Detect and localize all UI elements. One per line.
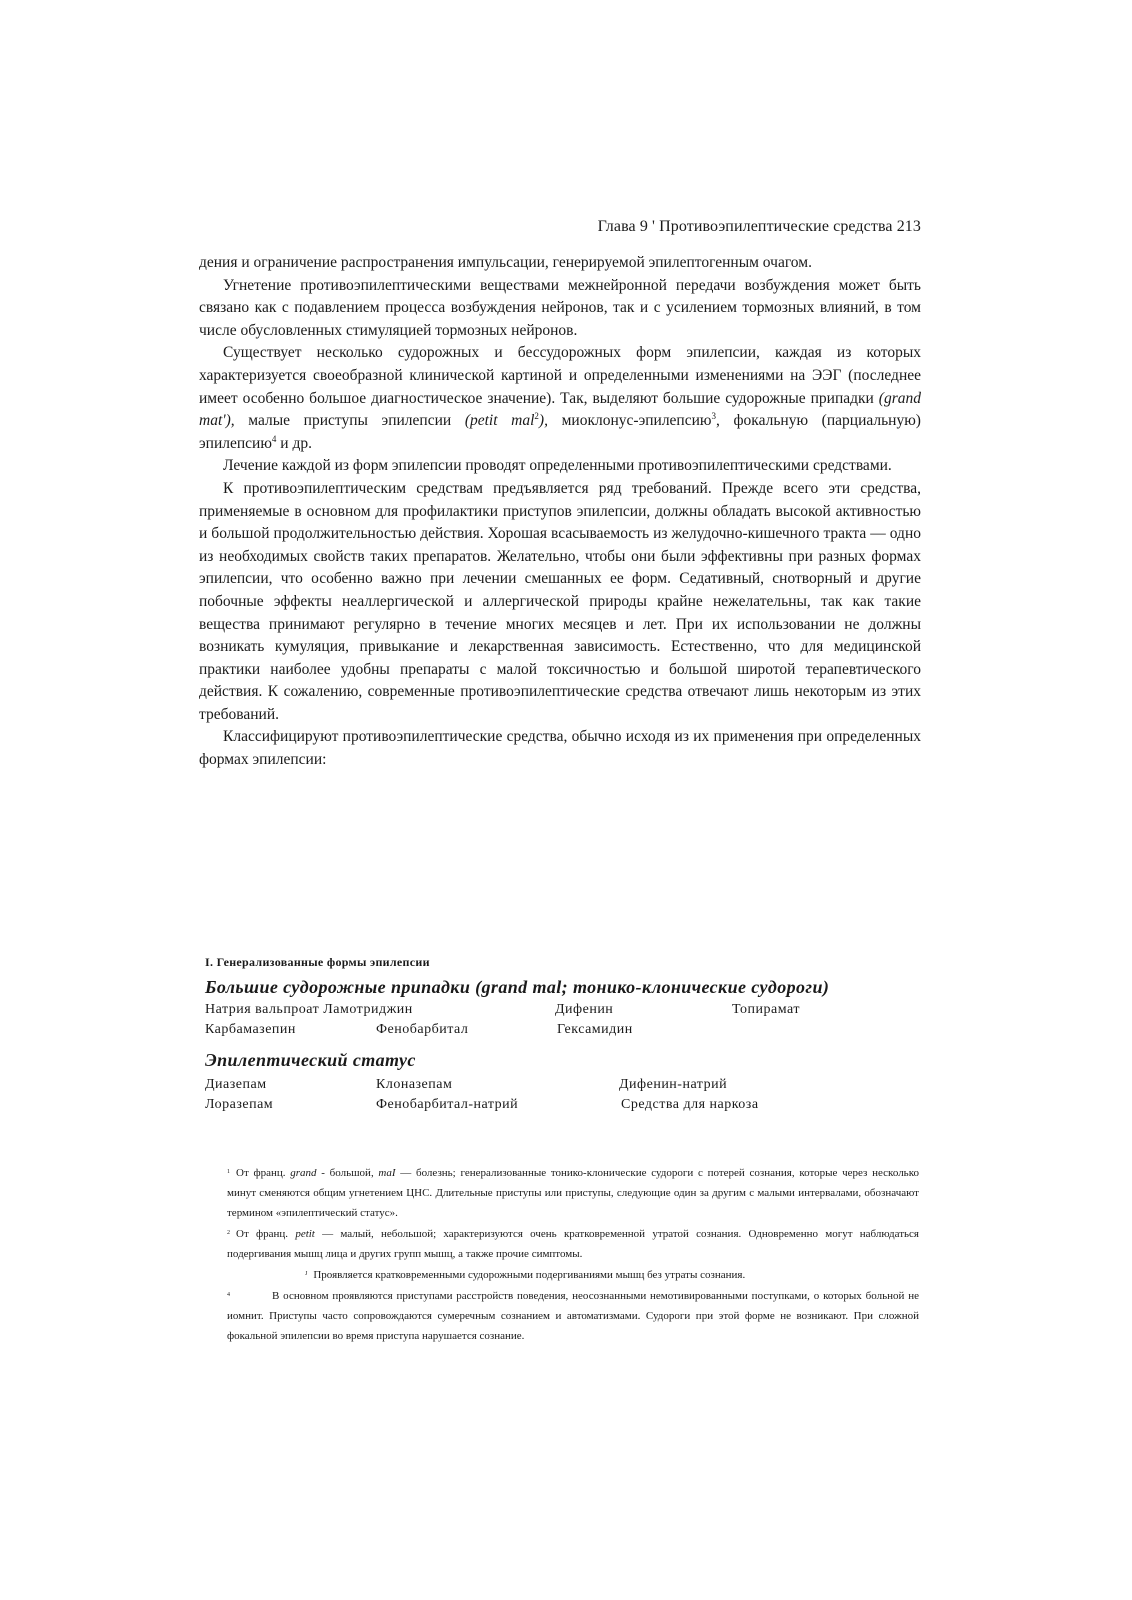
paragraph (199, 252, 921, 275)
text-run: petit (295, 1228, 315, 1240)
footnote-4 (205, 1285, 919, 1346)
text-run: К противоэпилептическим средствам предъявляется ряд требований. Прежде всего эти средства, применяемые в основном для профилактики приступов эпилепсии, должны обладать высокой активностью и большой продолжительностью действия. Хорошая всасываемость из желудочно-кишечного тракта — одно из необходимых свойств таких препаратов. Желательно, чтобы они были эффективны при разных формах эпилепсии, что особенно важно при лечении смешанных ее форм. Седативный, снотворный и другие побочные эффекты неаллергической и аллергической природы крайне нежелательны, так как такие вещества принимают регулярно в течение многих месяцев и лет. При их использовании не должны возникать кумуляция, привыкание и лекарственная зависимость. Естественно, что для медицинской практики наиболее удобны препараты с малой токсичностью и большой широтой терапевтического действия. К сожалению, современные противоэпилептические средства отвечают лишь некоторым из этих требований. (199, 479, 921, 723)
text-run: , фокальную (парциальную) эпилепсию (199, 412, 921, 452)
text-run: От франц. (236, 1228, 296, 1240)
paragraph (199, 726, 921, 771)
text-run: Классифицируют противоэпилептические средства, обычно исходя из их применения при определенных формах эпилепсии: (199, 728, 921, 769)
footnote-text (227, 1228, 919, 1260)
drug-name: Клоназепам (376, 1077, 453, 1092)
group-title-status-epilepticus: Эпилептический статус (205, 1050, 416, 1070)
text-run: Лечение каждой из форм эпилепсии проводят определенными противоэпилептическими средствами. (223, 457, 892, 475)
text-run: Угнетение противоэпилептическими веществами межнейронной передачи возбуждения может быть связано как с подавлением процесса возбуждения нейронов, так и с усилением тормозных влияний, в том числе обусловленных стимуляцией тормозных нейронов. (199, 276, 921, 339)
drug-row (205, 1077, 935, 1097)
paragraph (199, 455, 921, 478)
paragraph (199, 342, 921, 455)
drug-name: Натрия вальпроат Ламотриджин (205, 1002, 413, 1017)
drug-name: Средства для наркоза (621, 1097, 759, 1112)
footnote-ref: 2 (534, 411, 539, 421)
footnote-text: Проявляется кратковременными судорожными подергиваниями мышц без утраты сознания. (313, 1269, 746, 1281)
text-run: (grand mat'), (199, 389, 921, 430)
section-heading: I. Генерализованные формы эпилепсии (205, 955, 430, 969)
drug-name: Дифенин-натрий (619, 1077, 728, 1092)
drug-row (205, 1097, 935, 1117)
footnote-1 (205, 1162, 919, 1223)
text-run: grand (290, 1167, 317, 1179)
text-run: От франц. (236, 1167, 291, 1179)
text-run: — малый, небольшой; характеризуются очень кратковременной утратой сознания. Одновременно могут наблюдаться подергивания мышц лица и других групп мышц, а также прочие симптомы. (227, 1228, 919, 1260)
paragraph (199, 275, 921, 343)
text-run: миоклонус-эпилепсию (547, 412, 712, 430)
group-title-grand-mal: Большие судорожные припадки (grand mal; тонико-клонические судороги) (205, 977, 830, 997)
drug-name: Топирамат (732, 1002, 800, 1017)
drug-name: Гексамидин (557, 1022, 633, 1037)
footnote-ref: 3 (711, 411, 716, 421)
text-run: и др. (276, 434, 312, 452)
drug-name: Фенобарбитал-натрий (376, 1097, 519, 1112)
footnote-text: В основном проявляются приступами расстройств поведения, неосознанными немотивированными поступками, о которых больной не иомнит. Приступы часто сопровождаются сумеречным сознанием и автоматизмами. Судороги при этой форме не возникают. При сложной фокальной эпилепсии во время приступа нарушается сознание. (227, 1290, 919, 1342)
footnote-marker: 2 (227, 1230, 230, 1236)
text-run: Существует несколько судорожных и бессудорожных форм эпилепсии, каждая из которых характеризуется своеобразной клинической картиной и определенными изменениями на ЭЭГ (последнее имеет особенно большое диагностическое значение). Так, выделяют большие судорожные припадки (199, 344, 921, 407)
text-run: ), (538, 412, 548, 430)
running-head: Глава 9 ' Противоэпилептические средства 213 (597, 218, 921, 235)
footnotes (205, 1162, 919, 1346)
drug-name: Фенобарбитал (376, 1022, 469, 1037)
drug-name: Лоразепам (205, 1097, 274, 1112)
text-run: maI (378, 1167, 396, 1179)
paragraph (199, 478, 921, 727)
text-run: - большой, (316, 1167, 379, 1179)
drug-name: Дифенин (555, 1002, 614, 1017)
footnote-2 (205, 1223, 919, 1264)
drug-row (205, 1002, 935, 1022)
footnote-ref: 4 (271, 433, 277, 444)
text-run: малые приступы эпилепсии (234, 412, 465, 430)
drug-name: Диазепам (205, 1077, 267, 1092)
drug-name: Карбамазепин (205, 1022, 296, 1037)
drug-row (205, 1022, 935, 1042)
footnote-marker: 4 (227, 1292, 230, 1298)
footnote-3 (205, 1264, 919, 1285)
footnote-marker: J (305, 1271, 308, 1277)
footnote-text (227, 1167, 919, 1219)
drug-classification (205, 955, 935, 1117)
footnote-marker: 1 (227, 1169, 230, 1175)
main-text (199, 252, 921, 772)
text-run: (petit mal (464, 412, 535, 430)
text-run: дения и ограничение распространения импульсации, генерируемой эпилептогенным очагом. (199, 254, 812, 271)
text-run: — болезнь; генерализованные тонико-клонические судороги с потерей сознания, которые через несколько минут сменяются общим угнетением ЦНС. Длительные приступы или приступы, следующие один за другим с малыми интервалами, обозначают термином «эпилептический статус». (227, 1167, 919, 1219)
